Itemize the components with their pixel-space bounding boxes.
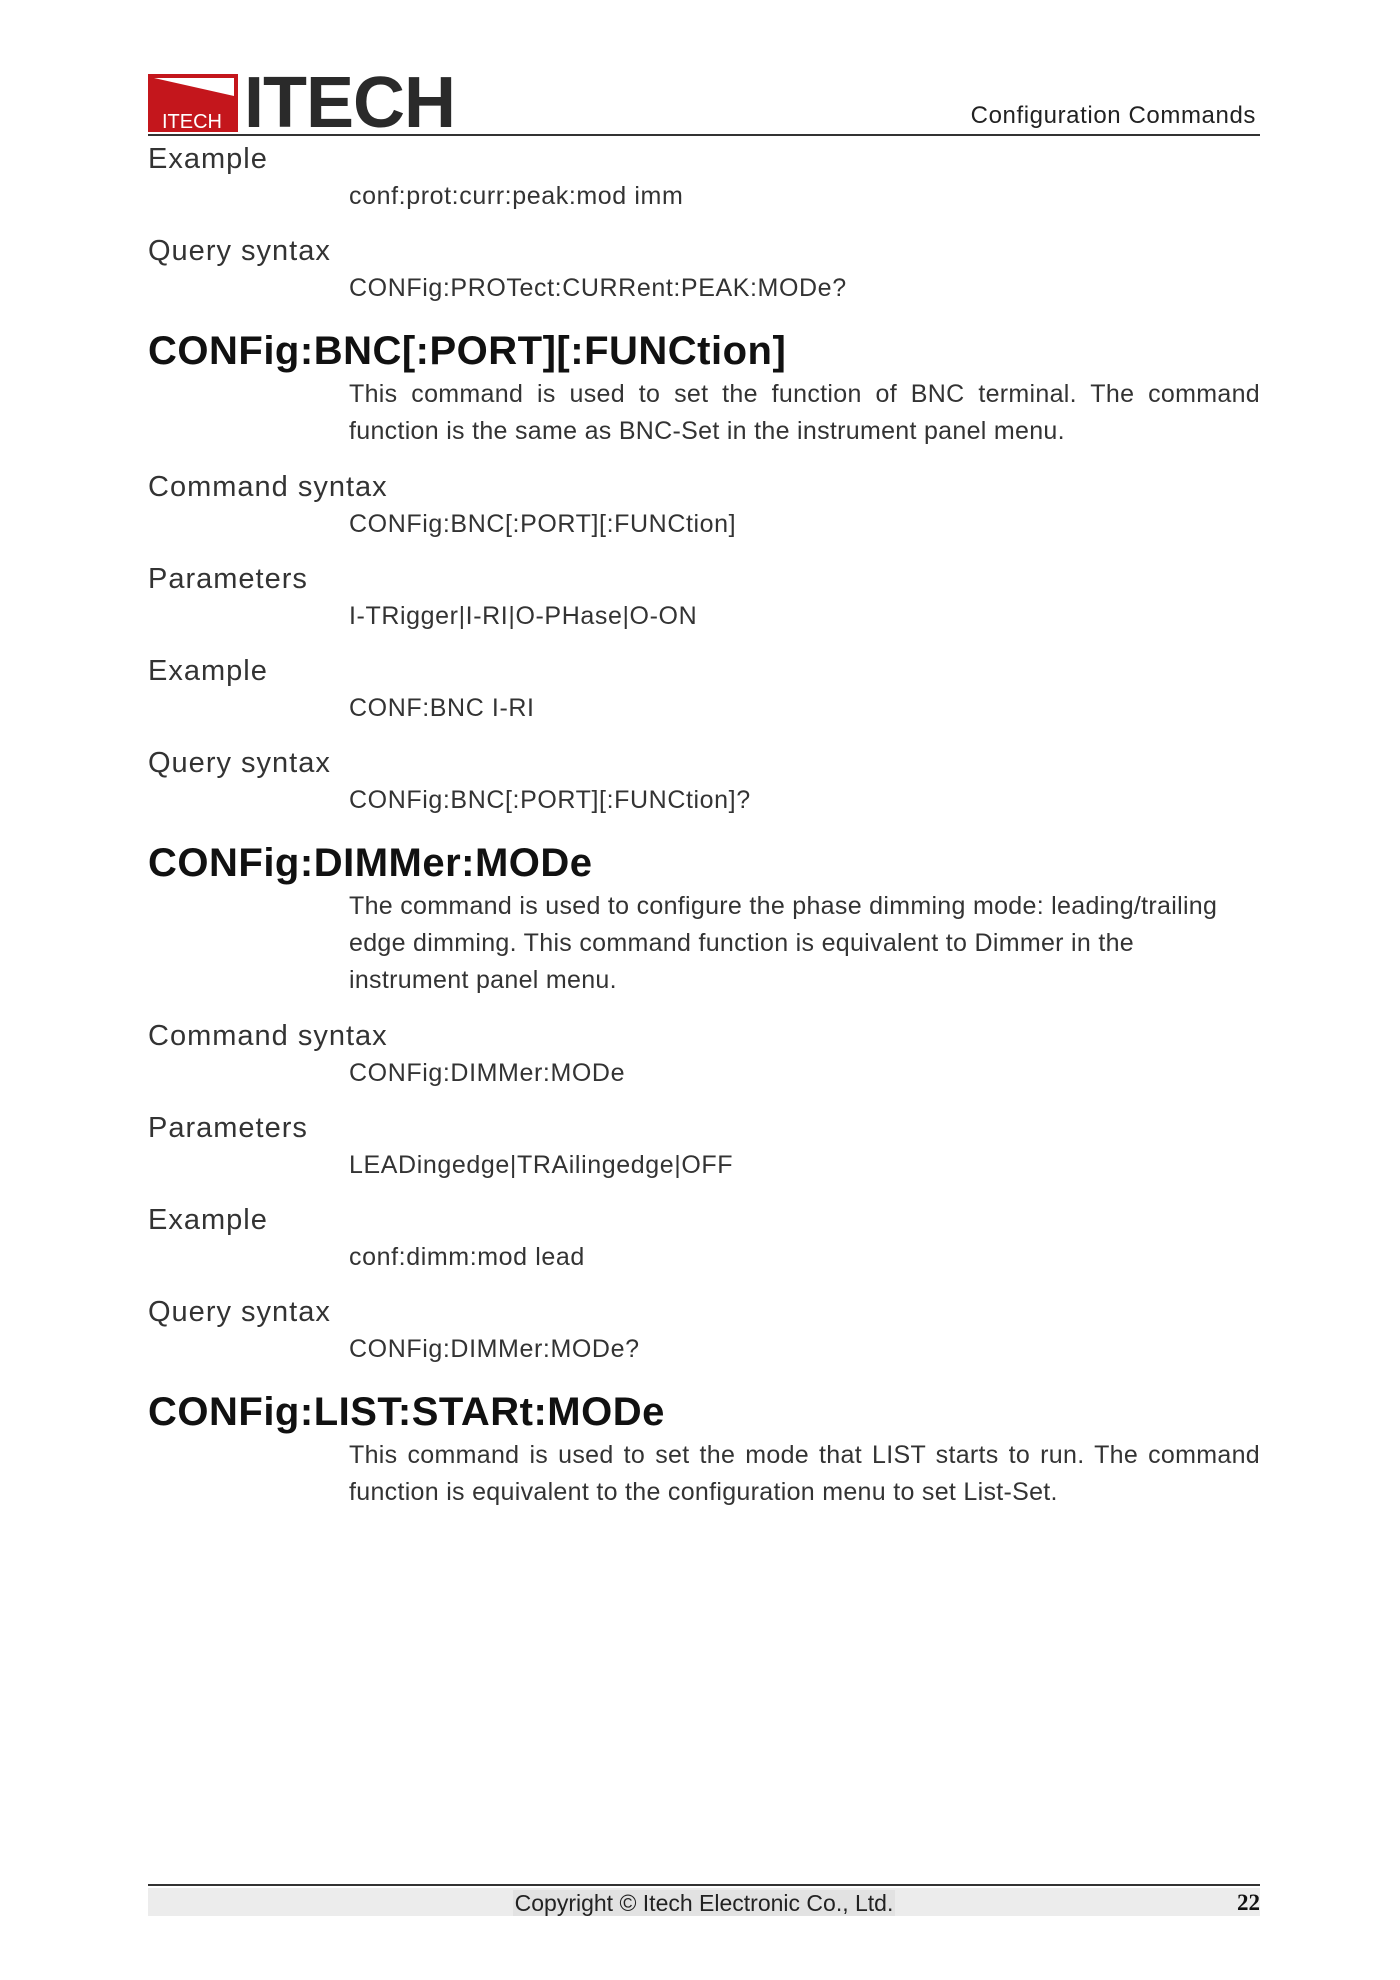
parameters-label: Parameters [148, 1112, 308, 1144]
query-syntax-value: CONFig:PROTect:CURRent:PEAK:MODe? [349, 274, 847, 302]
query-syntax-value: CONFig:BNC[:PORT][:FUNCtion]? [349, 786, 751, 814]
logo-wordmark: ITECH [244, 63, 455, 143]
command-syntax-label: Command syntax [148, 1020, 388, 1052]
example-label: Example [148, 143, 268, 175]
page-footer [148, 1884, 1260, 1920]
query-syntax-value: CONFig:DIMMer:MODe? [349, 1335, 640, 1363]
section-description-dimmer: The command is used to configure the phase dimming mode: leading/trailing edge dimming. This command function is equivalent to Dimmer in the instrument panel menu. [349, 892, 1218, 994]
copyright-label: Copyright © Itech Electronic Co., Ltd. [514, 1890, 894, 1916]
logo-badge-icon [148, 74, 238, 132]
section-heading-bnc: CONFig:BNC[:PORT][:FUNCtion] [148, 329, 787, 373]
query-syntax-label: Query syntax [148, 747, 331, 779]
section-heading-list-start: CONFig:LIST:STARt:MODe [148, 1390, 665, 1434]
copyright-text [148, 1890, 1260, 1917]
header-section-title: Configuration Commands [970, 102, 1256, 129]
command-syntax-label: Command syntax [148, 471, 388, 503]
page-header [148, 63, 1260, 143]
command-syntax-value: CONFig:BNC[:PORT][:FUNCtion] [349, 510, 737, 538]
itech-logo [148, 63, 455, 143]
example-label: Example [148, 1204, 268, 1236]
parameters-value: LEADingedge|TRAilingedge|OFF [349, 1151, 734, 1179]
page-content [148, 140, 1260, 1511]
example-value: CONF:BNC I-RI [349, 694, 535, 722]
parameters-label: Parameters [148, 563, 308, 595]
example-value: conf:prot:curr:peak:mod imm [349, 182, 684, 210]
logo-badge-text: ITECH [162, 111, 222, 132]
query-syntax-label: Query syntax [148, 235, 331, 267]
example-label: Example [148, 655, 268, 687]
section-description-bnc: This command is used to set the function of BNC terminal. The command function is the same as BNC-Set in the instrument panel menu. [349, 380, 1260, 445]
section-description-list-start: This command is used to set the mode that LIST starts to run. The command function is equivalent to the configuration menu to set List-Set. [349, 1441, 1260, 1506]
example-value: conf:dimm:mod lead [349, 1243, 585, 1271]
command-syntax-value: CONFig:DIMMer:MODe [349, 1059, 626, 1087]
page-number: 22 [1237, 1890, 1260, 1915]
section-heading-dimmer: CONFig:DIMMer:MODe [148, 841, 593, 885]
parameters-value: I-TRigger|I-RI|O-PHase|O-ON [349, 602, 698, 630]
query-syntax-label: Query syntax [148, 1296, 331, 1328]
